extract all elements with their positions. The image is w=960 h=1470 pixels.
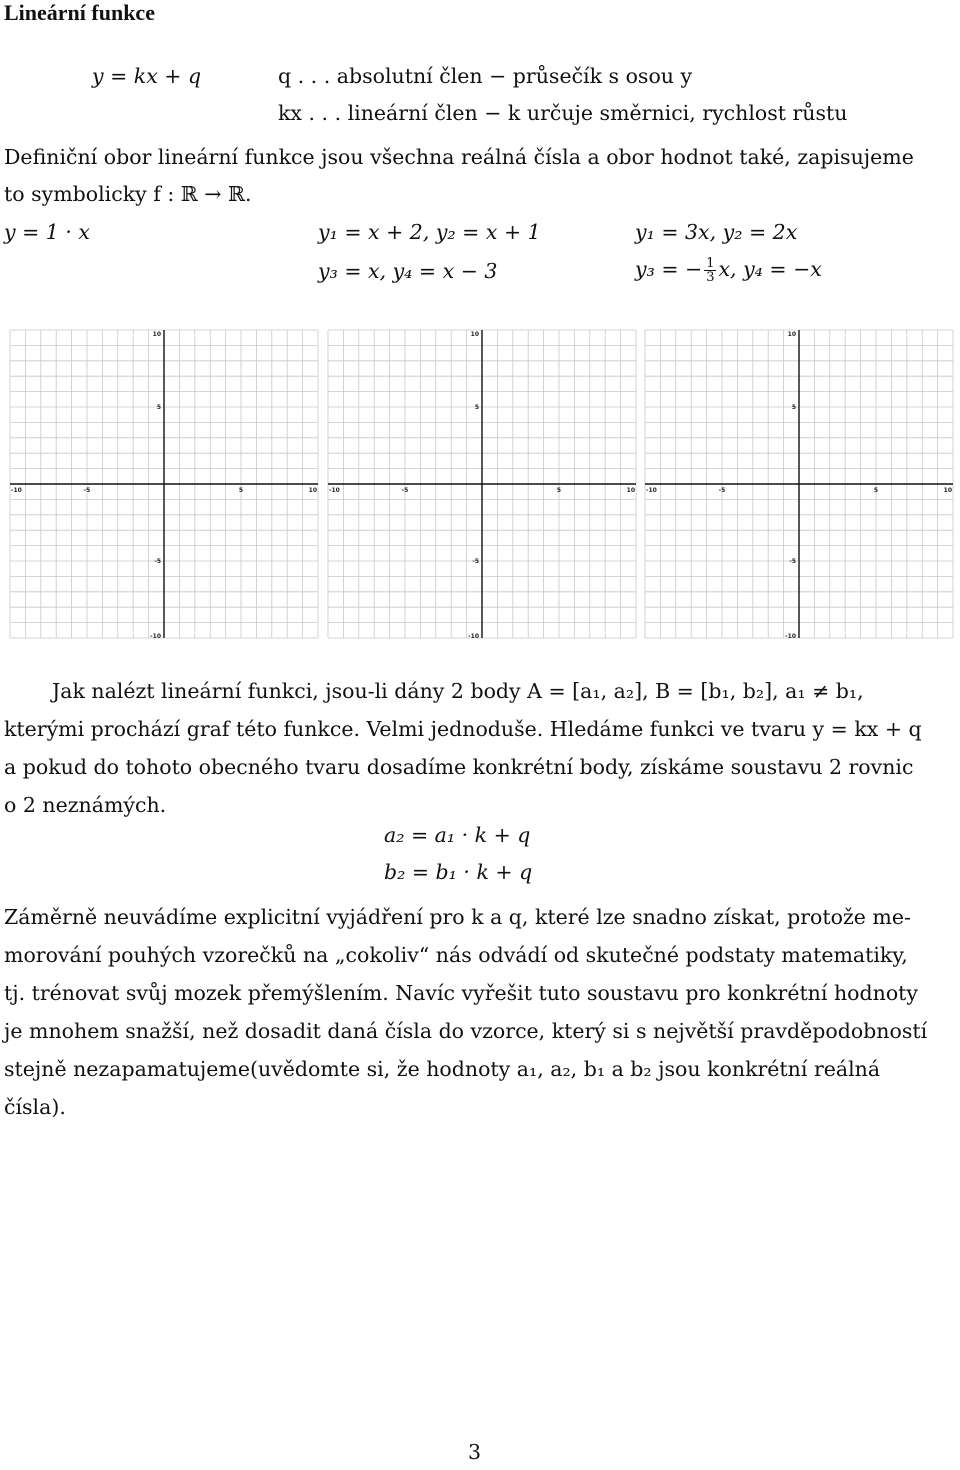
fraction-numerator: 1 [706,256,715,271]
paragraph-1-line-4: o 2 neznámých. [4,793,167,817]
paragraph-2-line-6: čísla). [4,1095,66,1119]
domain-text-line-2: to symbolicky f : ℝ → ℝ. [4,182,252,206]
x-tick-label: -10 [11,487,22,494]
x-tick-label: -5 [83,487,91,494]
example-3-second-pre: y₃ = − [635,257,703,281]
paragraph-explanation [4,898,944,1126]
page-title: Lineární funkce [4,0,155,25]
y-tick-label: 5 [791,404,796,411]
paragraph-2-line-5: stejně nezapamatujeme(uvědomte si, že hodnoty a₁, a₂, b₁ a b₂ jsou konkrétní reálná [4,1057,881,1081]
y-tick-label: -10 [468,633,479,640]
x-tick-label: -10 [646,487,657,494]
y-tick-label: 10 [787,331,796,338]
x-tick-label: 10 [626,487,635,494]
x-tick-label: -5 [401,487,409,494]
page-number: 3 [468,1440,482,1464]
paragraph-1-line-2: kterými prochází graf této funkce. Velmi jednoduše. Hledáme funkci ve tvaru y = kx + q [4,717,922,741]
example-3-second-post: x, y₄ = −x [718,257,822,281]
x-tick-label: -10 [329,487,340,494]
y-tick-label: 10 [470,331,479,338]
paragraph-1-line-1: Jak nalézt lineární funkci, jsou-li dány 2 body A = [a₁, a₂], B = [b₁, b₂], a₁ ≠ b₁, [52,679,864,703]
y-tick-label: -10 [150,633,161,640]
x-tick-label: -5 [718,487,726,494]
y-tick-label: -5 [789,558,796,565]
fraction [704,257,716,284]
paragraph-2-line-2: morování pouhých vzorečků na „cokoliv“ nás odvádí od skutečné podstaty matematiky, [4,943,908,967]
system-equation-2: b₂ = b₁ · k + q [384,860,533,884]
x-tick-label: 5 [238,487,244,494]
definition-q-line: q . . . absolutní člen − průsečík s osou y [278,64,693,88]
example-2-second: y₃ = x, y₄ = x − 3 [318,259,498,283]
example-3-first: y₁ = 3x, y₂ = 2x [635,220,798,244]
y-tick-label: 10 [152,331,161,338]
x-tick-label: 5 [873,487,879,494]
example-3-second [635,257,822,284]
paragraph-1-line-3: a pokud do tohoto obecného tvaru dosadíme konkrétní body, získáme soustavu 2 rovnic [4,755,914,779]
fraction-denominator: 3 [706,270,715,285]
x-tick-label: 10 [943,487,952,494]
x-tick-label: 10 [308,487,317,494]
coordinate-grids [0,322,960,642]
system-equation-1: a₂ = a₁ · k + q [384,823,531,847]
domain-text-line-1: Definiční obor lineární funkce jsou všechna reálná čísla a obor hodnot také, zapisujeme [4,145,914,169]
example-1: y = 1 · x [4,220,90,244]
paragraph-two-points [4,672,944,824]
x-tick-label: 5 [556,487,562,494]
y-tick-label: 5 [156,404,161,411]
paragraph-2-line-3: tj. trénovat svůj mozek přemýšlením. Navíc vyřešit tuto soustavu pro konkrétní hodnoty [4,981,918,1005]
y-tick-label: -5 [472,558,479,565]
paragraph-2-line-4: je mnohem snažší, než dosadit daná čísla do vzorce, který si s největší pravděpodobností [4,1019,928,1043]
example-2-first: y₁ = x + 2, y₂ = x + 1 [318,220,541,244]
definition-formula: y = kx + q [92,64,202,88]
y-tick-label: 5 [474,404,479,411]
y-tick-label: -5 [154,558,161,565]
paragraph-2-line-1: Záměrně neuvádíme explicitní vyjádření pro k a q, které lze snadno získat, protože me- [4,905,911,929]
y-tick-label: -10 [785,633,796,640]
definition-kx-line: kx . . . lineární člen − k určuje směrnici, rychlost růstu [278,101,848,125]
